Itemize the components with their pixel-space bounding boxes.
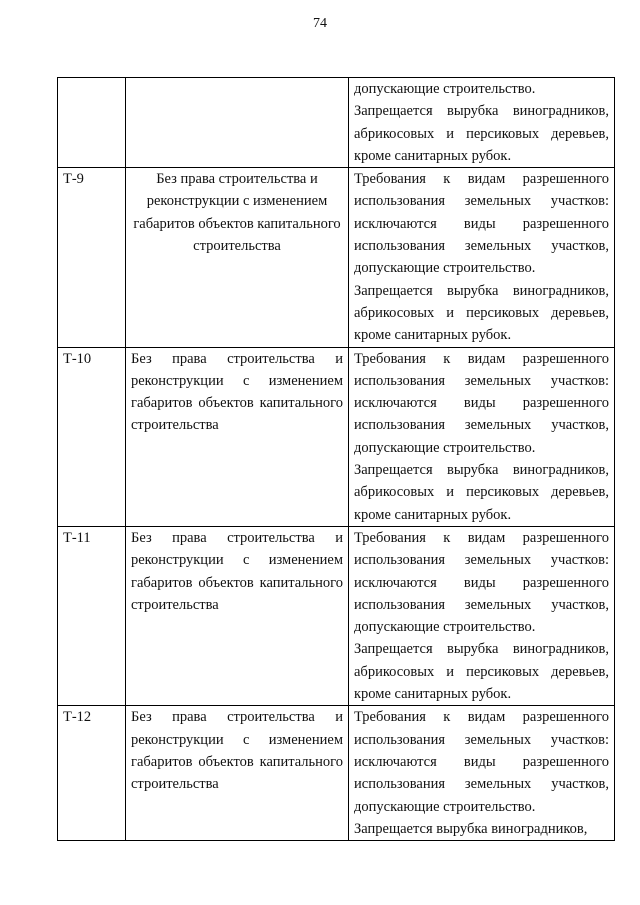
requirements-paragraph: Требования к видам разрешенного использования земельных участков: исключаются виды разрешенного использования земельных участков, допускающие строительство. [354, 350, 609, 456]
zone-code-cell [58, 78, 126, 168]
requirements-paragraph: Требования к видам разрешенного использования земельных участков: исключаются виды разрешенного использования земельных участков, допускающие строительство. [354, 529, 609, 636]
zone-description-cell: Без права строительства и реконструкции с изменением габаритов объектов капитального строительства [126, 526, 349, 705]
page-number: 74 [313, 16, 327, 31]
zone-description-cell: Без права строительства и реконструкции с изменением габаритов объектов капитального строительства [126, 706, 349, 841]
zone-requirements-cell [349, 168, 615, 347]
zone-description-cell [126, 78, 349, 168]
zone-requirements-cell [349, 526, 615, 705]
zones-table [57, 77, 615, 841]
zone-code-cell: Т-11 [58, 526, 126, 705]
requirements-paragraph: Запрещается вырубка виноградников, абрикосовых и персиковых деревьев, кроме санитарных рубок. [354, 462, 609, 523]
requirements-paragraph: Запрещается вырубка виноградников, абрикосовых и персиковых деревьев, кроме санитарных рубок. [354, 282, 609, 344]
requirements-paragraph: Требования к видам разрешенного использования земельных участков: исключаются виды разрешенного использования земельных участков, допускающие строительство. [354, 171, 609, 277]
zone-description-cell: Без права строительства и реконструкции с изменением габаритов объектов капитального строительства [126, 347, 349, 526]
requirements-paragraph: Запрещается вырубка виноградников, абрикосовых и персиковых деревьев, кроме санитарных рубок. [354, 641, 609, 703]
zone-code-cell: Т-9 [58, 168, 126, 347]
zone-description-cell: Без права строительства и реконструкции с изменением габаритов объектов капитального строительства [126, 168, 349, 347]
requirements-paragraph: допускающие строительство. [354, 81, 536, 97]
requirements-paragraph: Требования к видам разрешенного использования земельных участков: исключаются виды разрешенного использования земельных участков, допускающие строительство. [354, 709, 609, 815]
zone-code-cell: Т-12 [58, 706, 126, 841]
requirements-paragraph: Запрещается вырубка виноградников, [354, 820, 588, 837]
table-row [58, 706, 615, 841]
zone-requirements-cell [349, 347, 615, 526]
requirements-paragraph: Запрещается вырубка виноградников, абрикосовых и персиковых деревьев, кроме санитарных рубок. [354, 103, 609, 164]
zone-code-cell: Т-10 [58, 347, 126, 526]
table-row [58, 526, 615, 705]
table-row [58, 347, 615, 526]
table-row [58, 168, 615, 347]
zone-requirements-cell [349, 706, 615, 841]
zone-requirements-cell [349, 78, 615, 168]
table-row [58, 78, 615, 168]
